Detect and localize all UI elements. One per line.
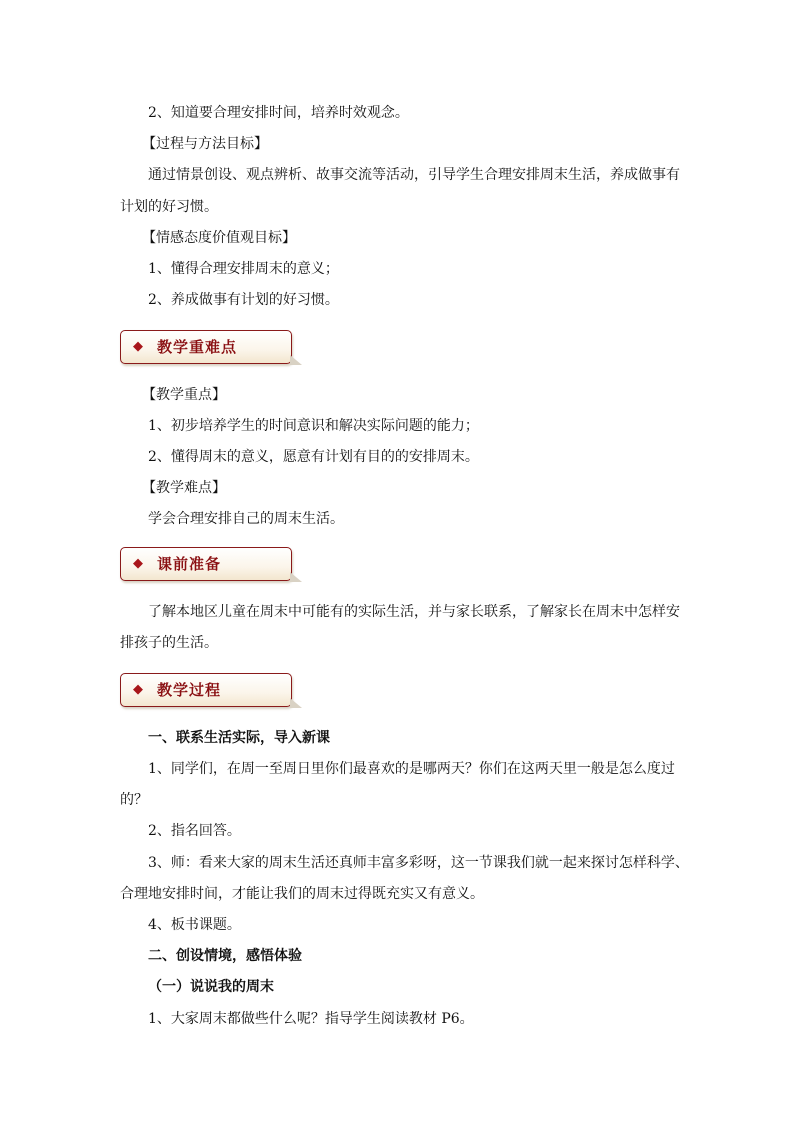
emotion-item-1: 1、懂得合理安排周末的意义；: [148, 261, 339, 277]
process-step-1-heading: 一、联系生活实际，导入新课: [148, 730, 330, 746]
key-point-item-1: 1、初步培养学生的时间意识和解决实际问题的能力；: [148, 418, 479, 434]
key-point-heading: 【教学重点】: [142, 387, 226, 403]
process-step-1-item-3: 3、师：看来大家的周末生活还真师丰富多彩呀，这一节课我们就一起来探讨怎样科学、: [148, 855, 689, 871]
process-method-text-cont: 计划的好习惯。: [120, 199, 218, 215]
process-step-1-item-3-cont: 合理地安排时间，才能让我们的周末过得既充实又有意义。: [120, 886, 484, 902]
objective-item-2: 2、知道要合理安排时间，培养时效观念。: [148, 105, 409, 121]
process-step-1-item-1-cont: 的？: [120, 792, 148, 808]
preparation-text-cont: 排孩子的生活。: [120, 635, 218, 651]
section-title: 课前准备: [157, 555, 222, 573]
process-method-heading: 【过程与方法目标】: [142, 136, 268, 152]
preparation-text: 了解本地区儿童在周末中可能有的实际生活，并与家长联系，了解家长在周末中怎样安: [148, 604, 680, 620]
banner-tail: [290, 355, 302, 365]
banner-tail: [290, 698, 302, 708]
banner-tail: [290, 572, 302, 582]
process-step-2-heading: 二、创设情境，感悟体验: [148, 948, 302, 964]
process-method-text: 通过情景创设、观点辨析、故事交流等活动，引导学生合理安排周末生活，养成做事有: [148, 167, 680, 183]
diamond-icon: ◆: [133, 556, 143, 571]
process-step-2-item-1: 1、大家周末都做些什么呢？指导学生阅读教材 P6。: [148, 1011, 474, 1027]
diamond-icon: ◆: [133, 682, 143, 697]
process-step-1-item-4: 4、板书课题。: [148, 917, 241, 933]
key-point-item-2: 2、懂得周末的意义，愿意有计划有目的的安排周末。: [148, 449, 479, 465]
process-step-1-item-2: 2、指名回答。: [148, 823, 241, 839]
section-banner-preparation: [120, 547, 292, 581]
process-step-2-sub-heading: （一）说说我的周末: [148, 979, 274, 995]
section-title: 教学过程: [157, 681, 222, 699]
diamond-icon: ◆: [133, 339, 143, 354]
section-banner-key-difficult: [120, 330, 292, 364]
section-banner-process: [120, 673, 292, 707]
difficult-point-text: 学会合理安排自己的周末生活。: [148, 511, 344, 527]
emotion-attitude-heading: 【情感态度价值观目标】: [142, 230, 296, 246]
emotion-item-2: 2、养成做事有计划的好习惯。: [148, 292, 339, 308]
section-title: 教学重难点: [157, 338, 238, 356]
process-step-1-item-1: 1、同学们，在周一至周日里你们最喜欢的是哪两天？你们在这两天里一般是怎么度过: [148, 761, 675, 777]
difficult-point-heading: 【教学难点】: [142, 480, 226, 496]
